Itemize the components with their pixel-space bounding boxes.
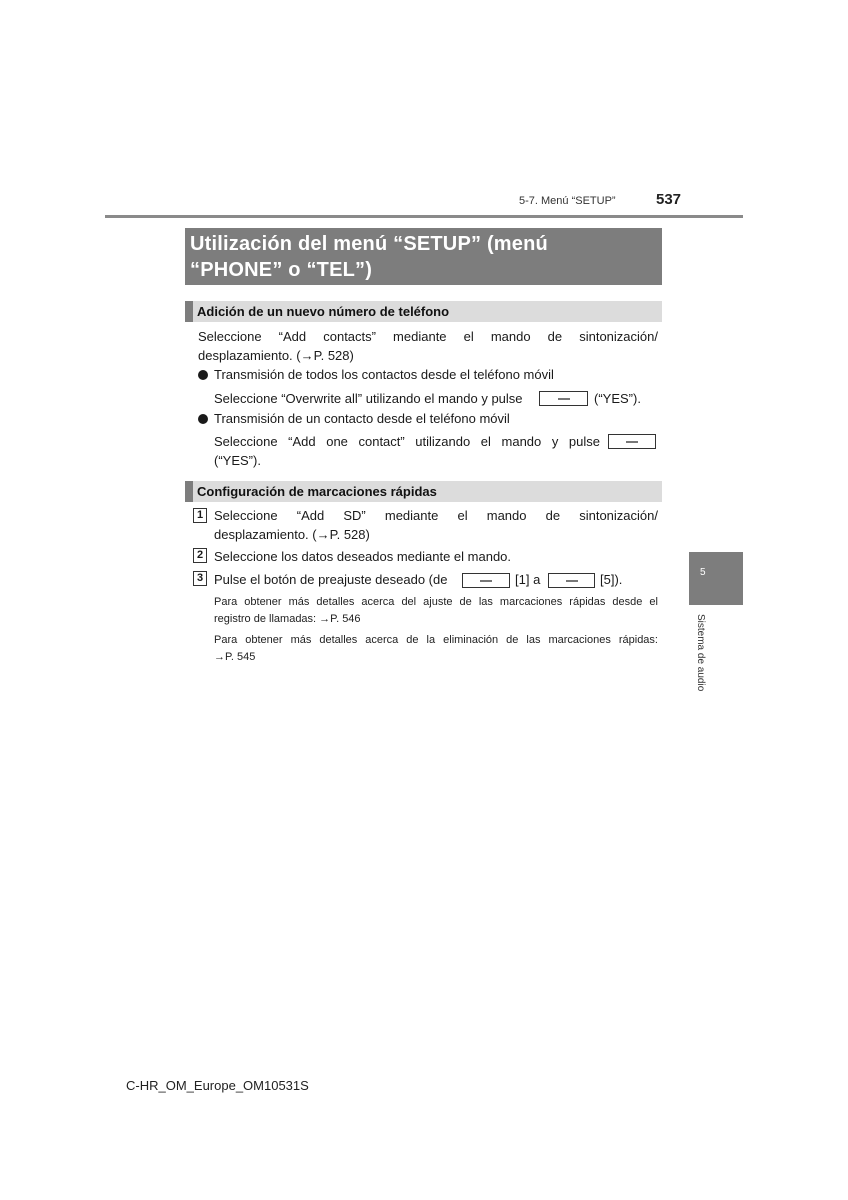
page-title xyxy=(190,231,660,283)
note-1-line-1: Para obtener más detalles acerca del ajuste de las marcaciones rápidas desde el xyxy=(214,596,658,608)
note-1-line-2: registro de llamadas: →P. 546 xyxy=(214,613,361,625)
section-header: 5-7. Menú “SETUP” xyxy=(519,195,616,207)
document-code: C-HR_OM_Europe_OM10531S xyxy=(126,1078,309,1093)
page-title-box xyxy=(185,228,662,285)
chapter-number: 5 xyxy=(700,567,706,578)
bullet-1-text: Seleccione “Overwrite all” utilizando el mando y pulse xyxy=(214,391,523,406)
step-3-text: Pulse el botón de preajuste deseado (de xyxy=(214,572,448,587)
step-number-3: 3 xyxy=(193,571,207,586)
step-1-line-2: desplazamiento. (→P. 528) xyxy=(214,527,370,542)
page-title-line-1: Utilización del menú “SETUP” (menú xyxy=(190,233,548,255)
step-number-2: 2 xyxy=(193,548,207,563)
preset-button-icon xyxy=(608,434,656,449)
bullet-2-text: Seleccione “Add one contact” utilizando el mando y pulse xyxy=(214,434,600,449)
bullet-icon xyxy=(198,370,208,380)
preset-button-icon xyxy=(462,573,510,588)
bullet-1-yes: (“YES”). xyxy=(594,391,641,406)
step-1-line-1: Seleccione “Add SD” mediante el mando de sintonización/ xyxy=(214,508,658,523)
section-heading-text: Adición de un nuevo número de teléfono xyxy=(197,304,450,319)
preset-button-icon xyxy=(539,391,588,406)
page-title-line-2: “PHONE” o “TEL”) xyxy=(190,259,373,281)
step-number-1: 1 xyxy=(193,508,207,523)
chapter-label: Sistema de audio xyxy=(695,614,706,692)
bullet-1-title: Transmisión de todos los contactos desde el teléfono móvil xyxy=(214,367,554,382)
page-number: 537 xyxy=(656,191,682,208)
preset-button-icon xyxy=(548,573,595,588)
bullet-2-title: Transmisión de un contacto desde el teléfono móvil xyxy=(214,411,510,426)
step-3-to: [5]). xyxy=(600,572,623,587)
step-3-from: [1] a xyxy=(515,572,541,587)
section-heading-text: Configuración de marcaciones rápidas xyxy=(197,484,437,499)
bullet-2-yes: (“YES”). xyxy=(214,453,261,468)
chapter-tab xyxy=(689,552,743,605)
bullet-icon xyxy=(198,414,208,424)
intro-line-1: Seleccione “Add contacts” mediante el mando de sintonización/ xyxy=(198,329,658,344)
intro-line-2: desplazamiento. (→P. 528) xyxy=(198,348,354,363)
section-heading-speed-dial xyxy=(185,481,662,502)
note-2-line-2: →P. 545 xyxy=(214,651,256,663)
step-2-text: Seleccione los datos deseados mediante el mando. xyxy=(214,549,512,564)
section-heading-add-number xyxy=(185,301,662,322)
header-divider xyxy=(105,215,743,218)
note-2-line-1: Para obtener más detalles acerca de la eliminación de las marcaciones rápidas: xyxy=(214,634,658,646)
